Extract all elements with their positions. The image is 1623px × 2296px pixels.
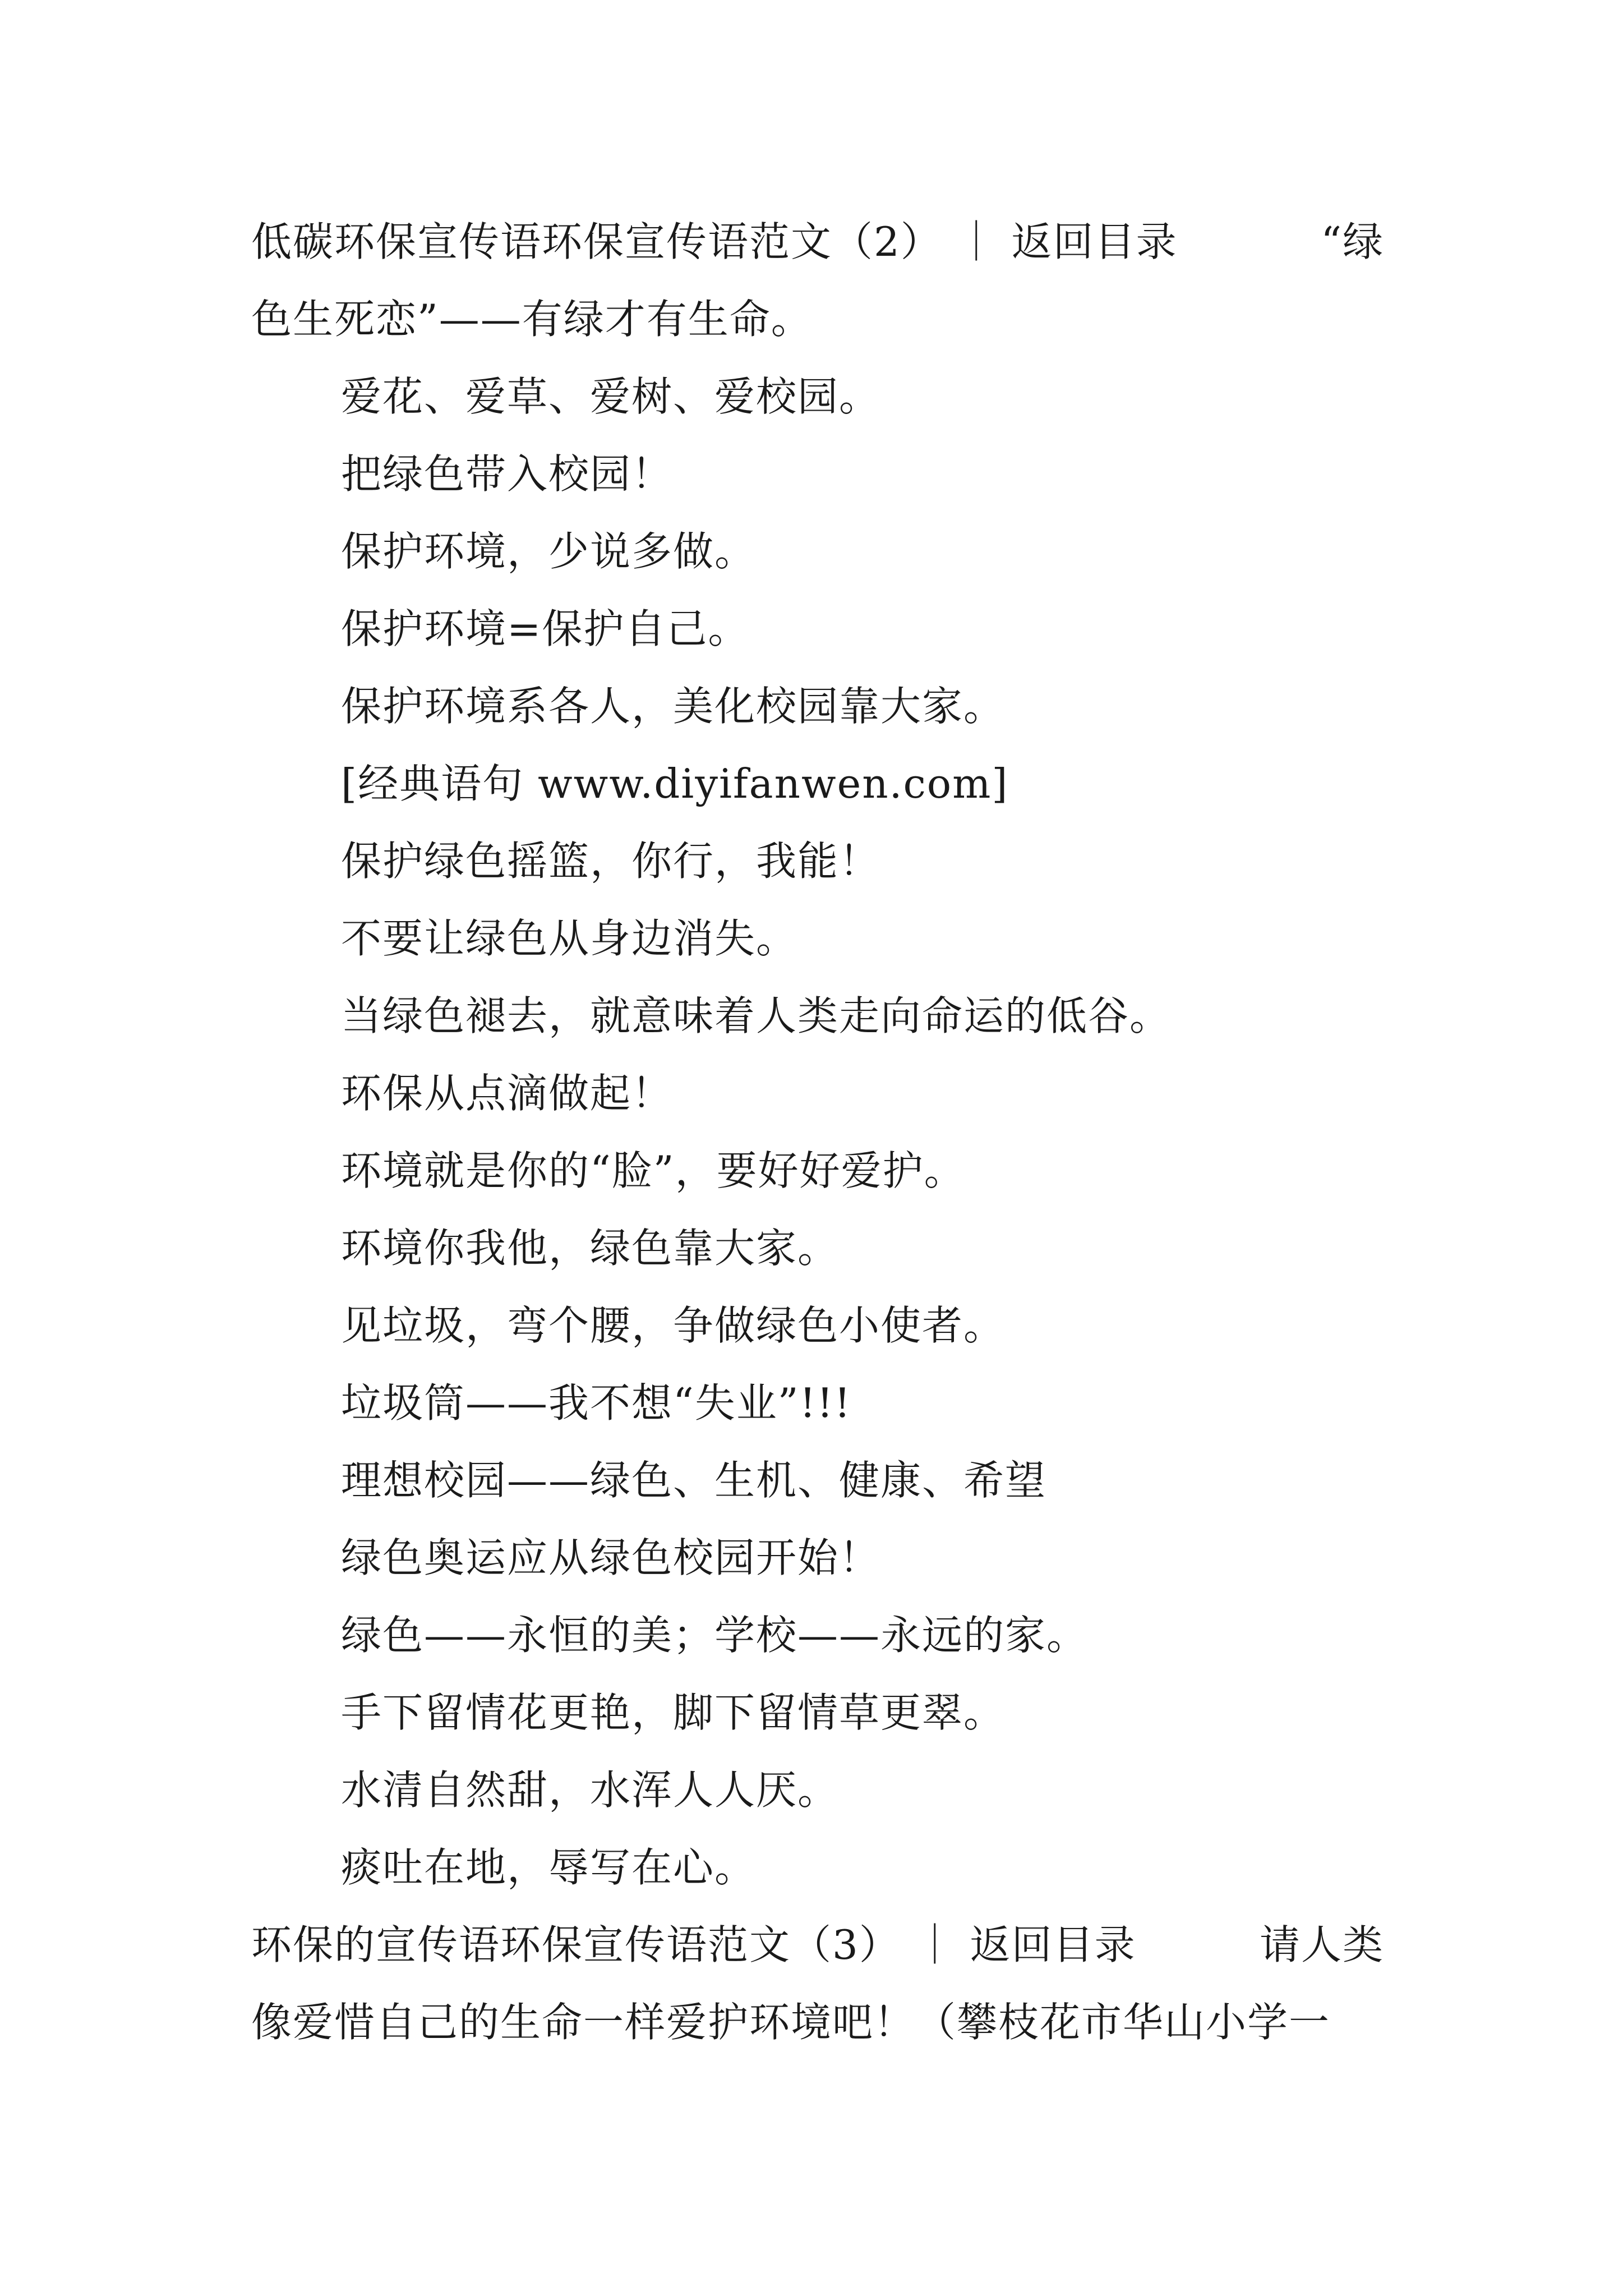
slogan-line: 理想校园——绿色、生机、健康、希望 bbox=[341, 1457, 1047, 1504]
section-3-heading bbox=[251, 1906, 1384, 1984]
slogan-line: 绿色——永恒的美；学校——永远的家。 bbox=[341, 1612, 1089, 1659]
back-to-contents-link[interactable]: 返回目录 bbox=[1011, 218, 1178, 265]
slogan-line: 手下留情花更艳，脚下留情草更翠。 bbox=[341, 1689, 1006, 1736]
section-3-heading-tail: 请人类 bbox=[1259, 1921, 1384, 1968]
slogan-line: 见垃圾，弯个腰，争做绿色小使者。 bbox=[341, 1302, 1006, 1349]
section-2-title: 低碳环保宣传语环保宣传语范文（2） bbox=[251, 218, 942, 265]
slogan-line: 水清自然甜，水浑人人厌。 bbox=[341, 1766, 840, 1814]
slogan-line: 爱花、爱草、爱树、爱校园。 bbox=[341, 373, 881, 420]
section-3-heading-continuation: 像爱惜自己的生命一样爱护环境吧！（攀枝花市华山小学一 bbox=[251, 1999, 1331, 2046]
slogan-line: 垃圾筒——我不想“失业”!!! bbox=[341, 1379, 852, 1427]
slogan-line: 保护环境=保护自己。 bbox=[341, 605, 750, 652]
slogan-line: 环境你我他，绿色靠大家。 bbox=[341, 1225, 840, 1272]
section-3-title: 环保的宣传语环保宣传语范文（3） bbox=[251, 1921, 901, 1968]
slogan-line: 保护环境系各人，美化校园靠大家。 bbox=[341, 683, 1006, 730]
slogan-line: 绿色奥运应从绿色校园开始！ bbox=[341, 1534, 881, 1581]
slogan-line: 把绿色带入校园！ bbox=[341, 450, 674, 498]
section-2-heading bbox=[251, 203, 1384, 280]
back-to-contents-link[interactable]: 返回目录 bbox=[970, 1921, 1136, 1968]
slogan-line: 保护绿色摇篮，你行，我能！ bbox=[341, 838, 881, 885]
slogan-line: 痰吐在地，辱写在心。 bbox=[341, 1844, 757, 1891]
section-2-heading-continuation: 色生死恋”——有绿才有生命。 bbox=[251, 296, 813, 343]
slogan-line: 不要让绿色从身边消失。 bbox=[341, 915, 798, 962]
slogan-line: 环保从点滴做起！ bbox=[341, 1070, 674, 1117]
slogan-line: 当绿色褪去，就意味着人类走向命运的低谷。 bbox=[341, 992, 1172, 1039]
separator: ｜ bbox=[956, 218, 998, 265]
document-body bbox=[251, 203, 1384, 2061]
source-line: [经典语句 www.diyifanwen.com] bbox=[341, 760, 1009, 807]
slogan-line: 环境就是你的“脸”，要好好爱护。 bbox=[341, 1147, 966, 1194]
slogan-line: 保护环境，少说多做。 bbox=[341, 528, 757, 575]
separator: ｜ bbox=[914, 1921, 956, 1968]
section-2-heading-tail: “绿 bbox=[1321, 218, 1384, 265]
